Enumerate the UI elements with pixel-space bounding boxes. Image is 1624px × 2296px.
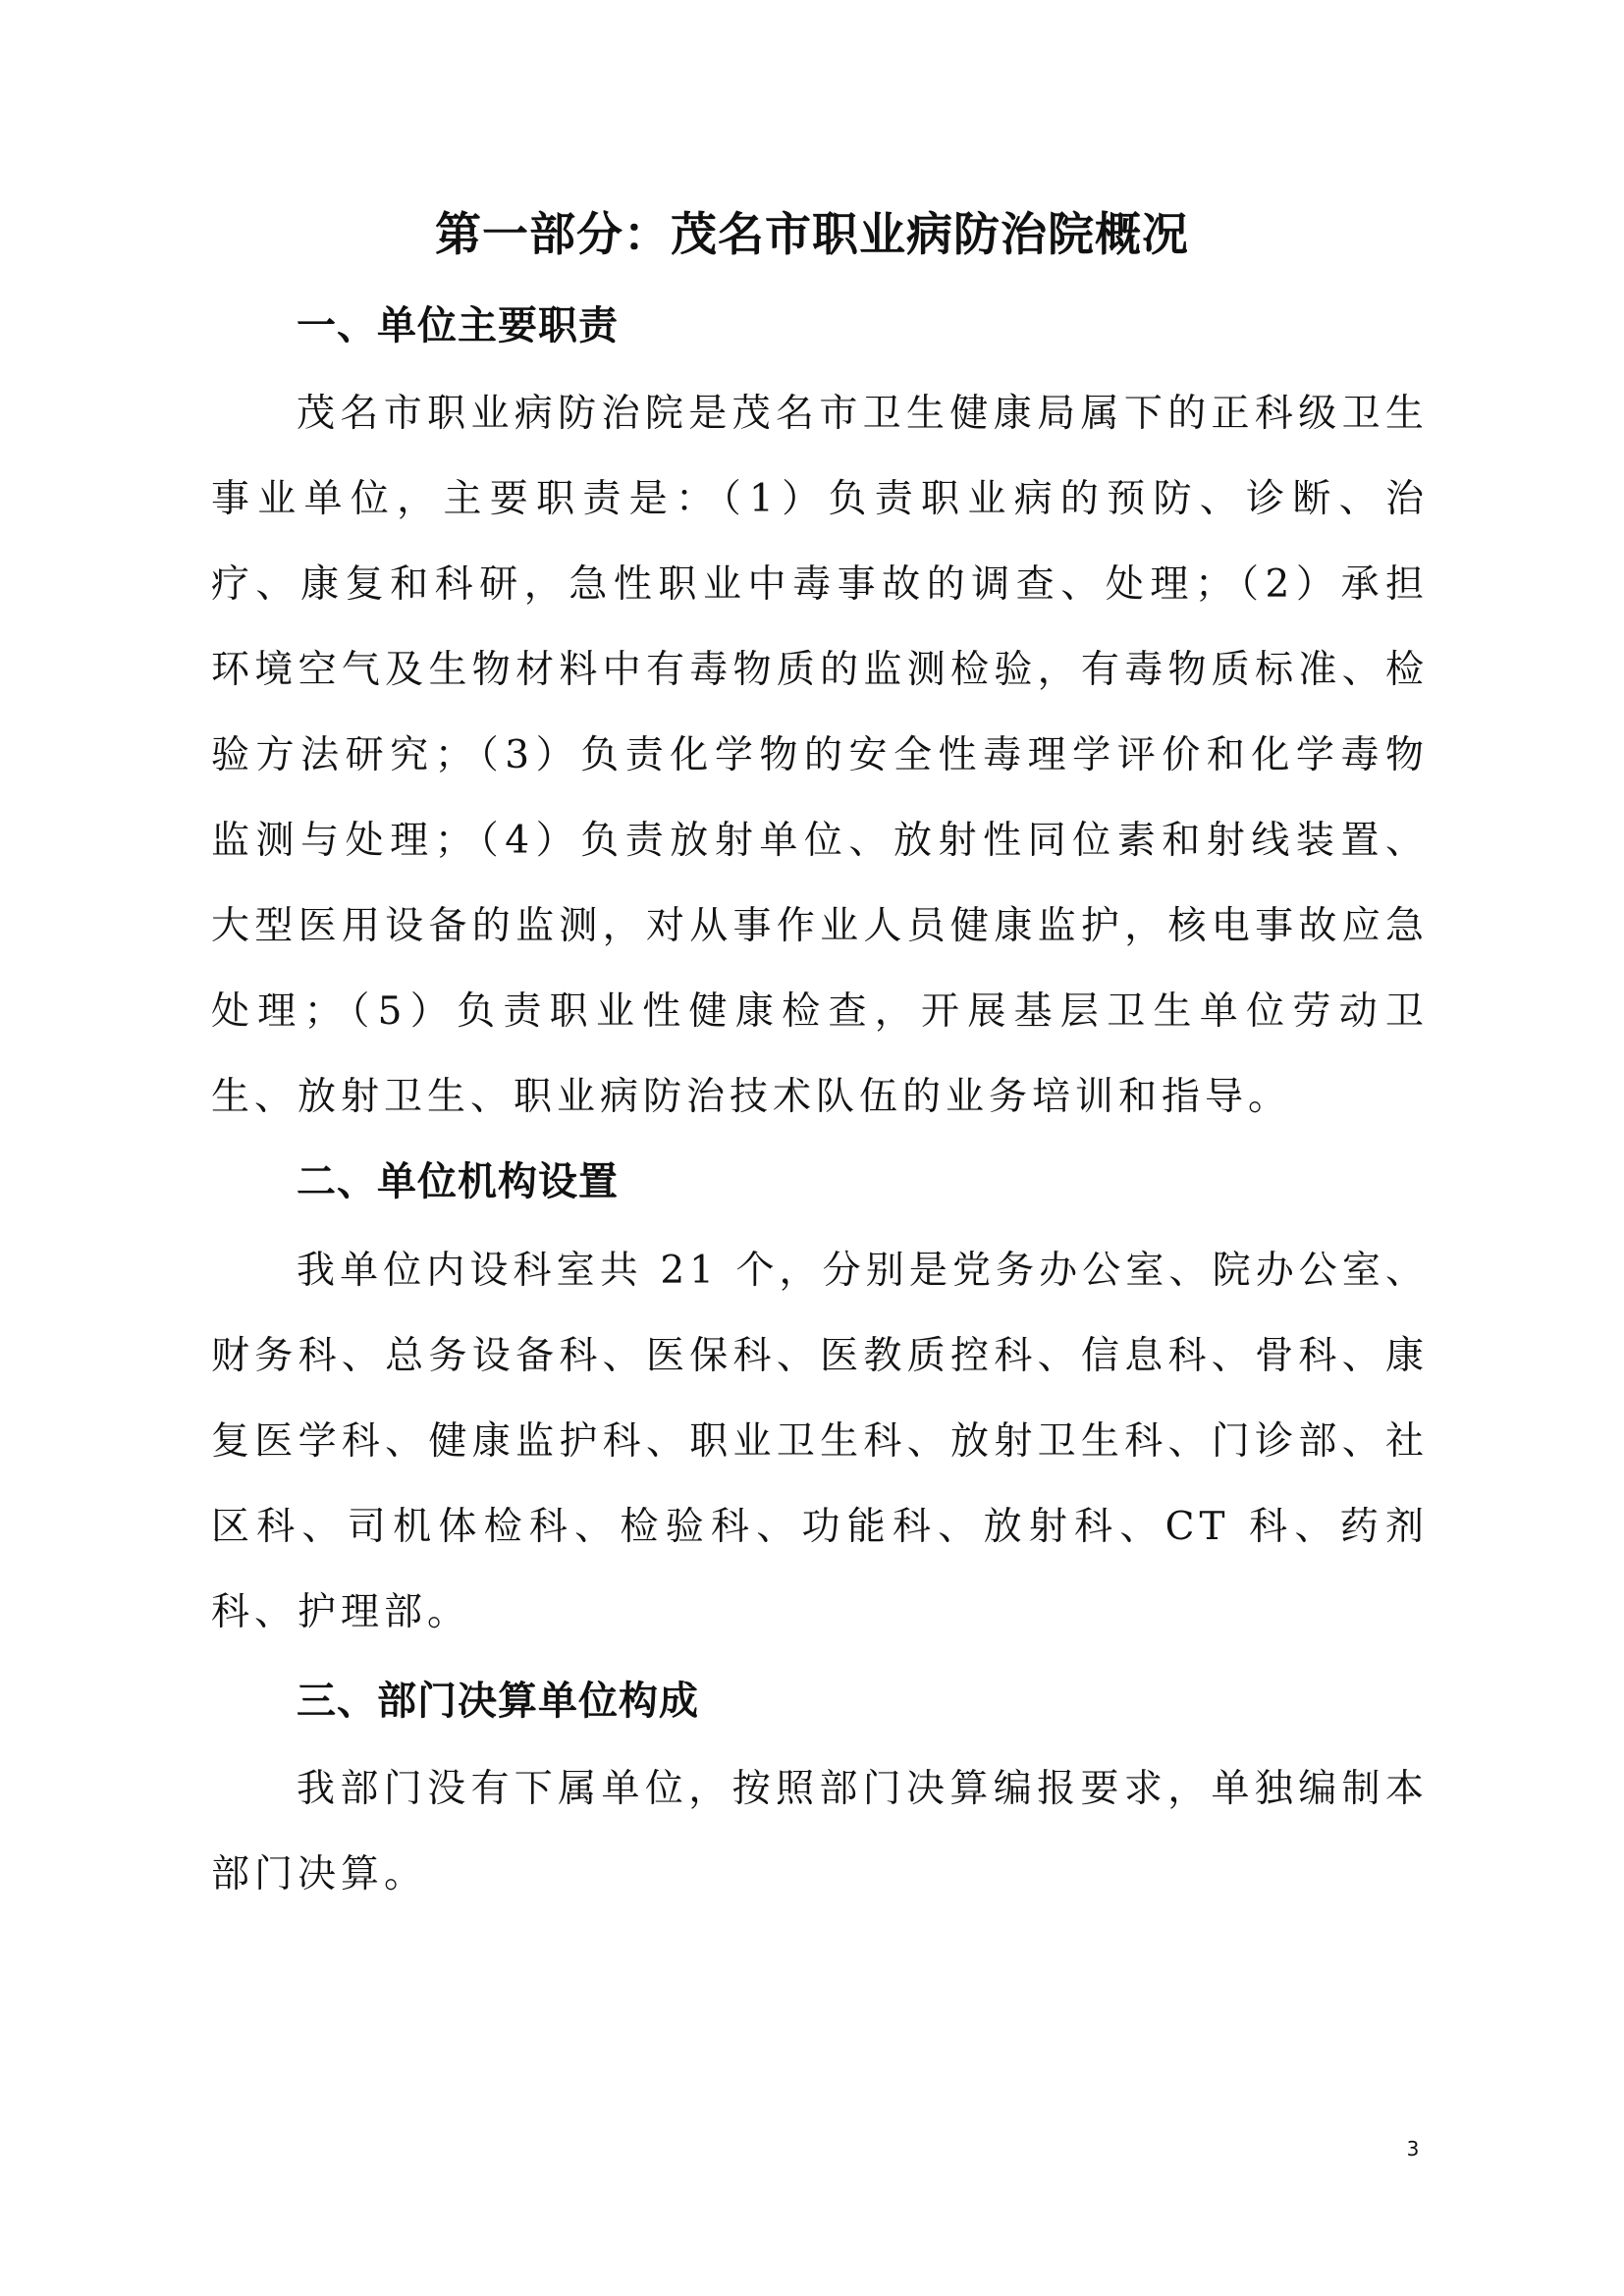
section-heading-budget-units: 三、部门决算单位构成	[297, 1679, 699, 1724]
page-number: 3	[1406, 2137, 1420, 2161]
section-paragraph-budget-units: 我部门没有下属单位，按照部门决算编报要求，单独编制本部门决算。	[211, 1767, 1429, 1896]
section-heading-duties: 一、单位主要职责	[297, 303, 619, 348]
page-title: 第一部分：茂名市职业病防治院概况	[435, 208, 1189, 262]
section-paragraph-organization: 我单位内设科室共 21 个，分别是党务办公室、院办公室、财务科、总务设备科、医保科、医教质控科、信息科、骨科、康复医学科、健康监护科、职业卫生科、放射卫生科、门诊部、社区科、司机体检科、检验科、功能科、放射科、CT 科、药剂科、护理部。	[211, 1249, 1429, 1634]
section-heading-organization: 二、单位机构设置	[297, 1159, 619, 1204]
section-paragraph-duties: 茂名市职业病防治院是茂名市卫生健康局属下的正科级卫生事业单位，主要职责是：（1）负责职业病的预防、诊断、治疗、康复和科研，急性职业中毒事故的调查、处理；（2）承担环境空气及生物材料中有毒物质的监测检验，有毒物质标准、检验方法研究；（3）负责化学物的安全性毒理学评价和化学毒物监测与处理；（4）负责放射单位、放射性同位素和射线装置、大型医用设备的监测，对从事作业人员健康监护，核电事故应急处理；（5）负责职业性健康检查，开展基层卫生单位劳动卫生、放射卫生、职业病防治技术队伍的业务培训和指导。	[211, 392, 1429, 1119]
